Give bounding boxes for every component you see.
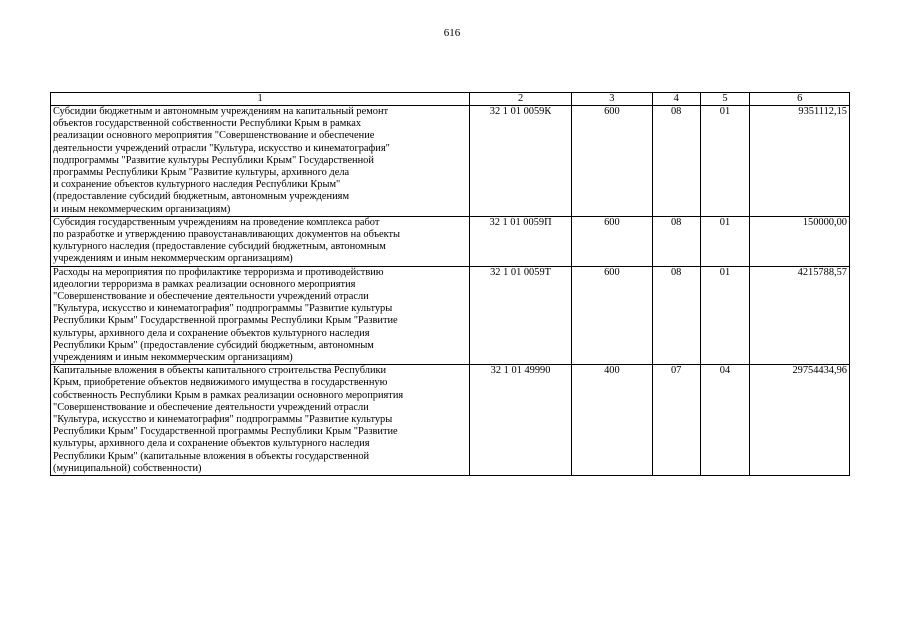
table-row xyxy=(51,106,850,217)
row-target-code: 32 1 01 0059К xyxy=(470,106,572,217)
row-section: 08 xyxy=(652,266,700,365)
column-header-4: 4 xyxy=(652,93,700,106)
row-description: Субсидии бюджетным и автономным учреждениям на капитальный ремонт объектов государственной собственности Республики Крым в рамках реализации основного мероприятия "Совершенствование и обеспечение деятельности учреждений отрасли "Культура, искусство и кинематография" подпрограммы "Развитие культуры Республики Крым" Государственной программы Республики Крым "Развитие культуры, архивного дела и сохранение объектов культурного наследия Республики Крым" (предоставление субсидий бюджетным, автономным учреждениям и иным некоммерческим организациям) xyxy=(51,106,470,217)
row-description: Расходы на мероприятия по профилактике терроризма и противодействию идеологии терроризма в рамках реализации основного мероприятия "Совершенствование и обеспечение деятельности учреждений отрасли "Культура, искусство и кинематография" подпрограммы "Развитие культуры Республики Крым" Государственной программы Республики Крым "Развитие культуры, архивного дела и сохранение объектов культурного наследия Республики Крым" (предоставление субсидий бюджетным, автономным учреждениям и иным некоммерческим организациям) xyxy=(51,266,470,365)
row-expense-type: 400 xyxy=(571,365,652,476)
column-header-3: 3 xyxy=(571,93,652,106)
row-target-code: 32 1 01 49990 xyxy=(470,365,572,476)
table-row xyxy=(51,266,850,365)
row-amount: 4215788,57 xyxy=(750,266,850,365)
table-row xyxy=(51,365,850,476)
row-section: 07 xyxy=(652,365,700,476)
row-target-code: 32 1 01 0059П xyxy=(470,216,572,266)
row-target-code: 32 1 01 0059Т xyxy=(470,266,572,365)
row-section: 08 xyxy=(652,106,700,217)
row-expense-type: 600 xyxy=(571,216,652,266)
page-number: 616 xyxy=(443,27,461,39)
row-subsection: 01 xyxy=(700,106,750,217)
table-header-row xyxy=(51,93,850,106)
row-expense-type: 600 xyxy=(571,106,652,217)
column-header-6: 6 xyxy=(750,93,850,106)
row-subsection: 01 xyxy=(700,266,750,365)
row-description: Субсидия государственным учреждениям на проведение комплекса работ по разработке и утверждению правоустанавливающих документов на объекты культурного наследия (предоставление субсидий бюджетным, автономным учреждениям и иным некоммерческим организациям) xyxy=(51,216,470,266)
table-row xyxy=(51,216,850,266)
row-amount: 29754434,96 xyxy=(750,365,850,476)
row-amount: 9351112,15 xyxy=(750,106,850,217)
budget-table xyxy=(50,92,850,476)
row-amount: 150000,00 xyxy=(750,216,850,266)
column-header-2: 2 xyxy=(470,93,572,106)
row-section: 08 xyxy=(652,216,700,266)
row-expense-type: 600 xyxy=(571,266,652,365)
row-subsection: 04 xyxy=(700,365,750,476)
row-description: Капитальные вложения в объекты капитального строительства Республики Крым, приобретение объектов недвижимого имущества в государственную собственность Республики Крым в рамках реализации основного мероприятия "Совершенствование и обеспечение деятельности учреждений отрасли "Культура, искусство и кинематография" подпрограммы "Развитие культуры Республики Крым" Государственной программы Республики Крым "Развитие культуры, архивного дела и сохранение объектов культурного наследия Республики Крым" (капитальные вложения в объекты государственной (муниципальной) собственности) xyxy=(51,365,470,476)
row-subsection: 01 xyxy=(700,216,750,266)
column-header-1: 1 xyxy=(51,93,470,106)
column-header-5: 5 xyxy=(700,93,750,106)
